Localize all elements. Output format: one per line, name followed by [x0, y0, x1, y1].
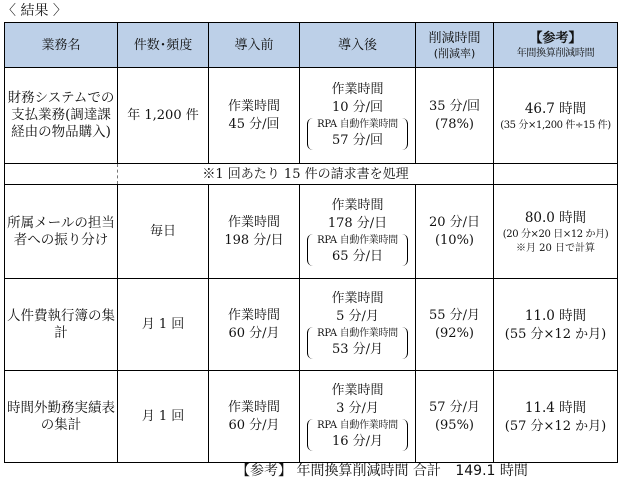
volume-cell: 月 1 回	[118, 371, 209, 463]
before-cell	[209, 279, 300, 371]
after-cell	[300, 279, 416, 371]
reduction-rate: (78%)	[434, 116, 475, 132]
reference-formula: (55 分×12 か月)	[504, 326, 607, 342]
task-name: 人件費執行簿の集計	[5, 279, 118, 371]
table-row	[5, 185, 618, 279]
reduction-rate: (10%)	[434, 232, 475, 248]
header-after: 導入後	[300, 23, 416, 68]
header-reduction	[416, 23, 494, 68]
reduction-cell	[416, 371, 494, 463]
reference-value: 11.4 時間	[524, 399, 587, 416]
note-row	[5, 164, 618, 185]
total-line	[236, 462, 528, 480]
header-reference	[494, 23, 618, 68]
reference-cell	[494, 279, 618, 371]
reference-formula: (57 分×12 か月)	[504, 418, 607, 434]
table-row	[5, 371, 618, 463]
reduction-value: 35 分/回	[428, 98, 481, 114]
reference-formula: (35 分×1,200 件÷15 件)	[500, 119, 611, 131]
reference-cell	[494, 185, 618, 279]
rpa-bracket	[307, 118, 408, 150]
task-name: 財務システムでの支払業務(調達課経由の物品購入)	[5, 68, 118, 164]
before-value: 45 分/回	[228, 116, 280, 132]
reduction-rate: (95%)	[434, 417, 475, 433]
after-cell	[300, 68, 416, 164]
reduction-value: 20 分/日	[428, 214, 481, 230]
after-value: 10 分/回	[331, 99, 384, 115]
reduction-value: 57 分/月	[428, 399, 481, 415]
after-label: 作業時間	[331, 197, 384, 213]
before-value: 198 分/日	[224, 232, 284, 248]
rpa-label: RPA 自動作業時間	[317, 118, 398, 130]
after-value: 3 分/月	[336, 400, 379, 416]
header-reference-sub: 年間換算削減時間	[516, 47, 595, 59]
rpa-label: RPA 自動作業時間	[317, 419, 398, 431]
header-reduction-sub: (削減率)	[433, 46, 476, 60]
before-cell	[209, 371, 300, 463]
after-cell	[300, 371, 416, 463]
header-task: 業務名	[5, 23, 118, 68]
reduction-cell	[416, 68, 494, 164]
before-label: 作業時間	[227, 307, 280, 323]
before-value: 60 分/月	[228, 417, 280, 433]
section-title: 〈 結果 〉	[2, 3, 67, 19]
rpa-value: 65 分/日	[331, 248, 384, 264]
rpa-value: 16 分/月	[331, 433, 384, 449]
before-cell	[209, 68, 300, 164]
table-row	[5, 68, 618, 164]
reference-cell	[494, 371, 618, 463]
after-value: 178 分/日	[327, 215, 388, 231]
volume-cell: 年 1,200 件	[118, 68, 209, 164]
volume-cell: 月 1 回	[118, 279, 209, 371]
note-blank-right	[494, 164, 618, 185]
note-blank	[5, 164, 118, 185]
reference-cell	[494, 68, 618, 164]
volume-cell: 毎日	[118, 185, 209, 279]
total-value: 149.1 時間	[455, 463, 528, 479]
reduction-cell	[416, 185, 494, 279]
before-value: 60 分/月	[228, 325, 280, 341]
after-label: 作業時間	[331, 290, 384, 306]
reference-value: 46.7 時間	[524, 100, 587, 117]
results-table	[4, 22, 618, 463]
table-row	[5, 279, 618, 371]
before-label: 作業時間	[227, 399, 280, 415]
reduction-cell	[416, 279, 494, 371]
total-label: 【参考】 年間換算削減時間 合計	[236, 463, 441, 479]
reference-note: ※月 20 日で計算	[515, 242, 596, 254]
header-reduction-label: 削減時間	[428, 30, 481, 46]
rpa-value: 53 分/月	[331, 341, 384, 357]
rpa-value: 57 分/回	[331, 132, 384, 148]
after-cell	[300, 185, 416, 279]
row-note: ※1 回あたり 15 件の請求書を処理	[118, 164, 494, 185]
header-before: 導入前	[209, 23, 300, 68]
reduction-value: 55 分/月	[428, 307, 481, 323]
reference-value: 11.0 時間	[524, 307, 587, 324]
after-label: 作業時間	[331, 81, 384, 97]
header-row	[5, 23, 618, 68]
reference-value: 80.0 時間	[524, 209, 587, 226]
rpa-bracket	[307, 419, 408, 451]
rpa-label: RPA 自動作業時間	[317, 234, 398, 246]
after-label: 作業時間	[331, 382, 384, 398]
reference-formula: (20 分×20 日×12 か月)	[502, 228, 609, 240]
rpa-bracket	[307, 327, 408, 359]
rpa-label: RPA 自動作業時間	[317, 327, 398, 339]
after-value: 5 分/月	[336, 308, 379, 324]
header-reference-label: 【参考】	[529, 30, 582, 46]
reduction-rate: (92%)	[434, 325, 475, 341]
rpa-bracket	[307, 234, 408, 266]
before-label: 作業時間	[227, 214, 280, 230]
header-volume: 件数･頻度	[118, 23, 209, 68]
task-name: 時間外勤務実績表の集計	[5, 371, 118, 463]
before-label: 作業時間	[227, 98, 280, 114]
before-cell	[209, 185, 300, 279]
task-name: 所属メールの担当者への振り分け	[5, 185, 118, 279]
